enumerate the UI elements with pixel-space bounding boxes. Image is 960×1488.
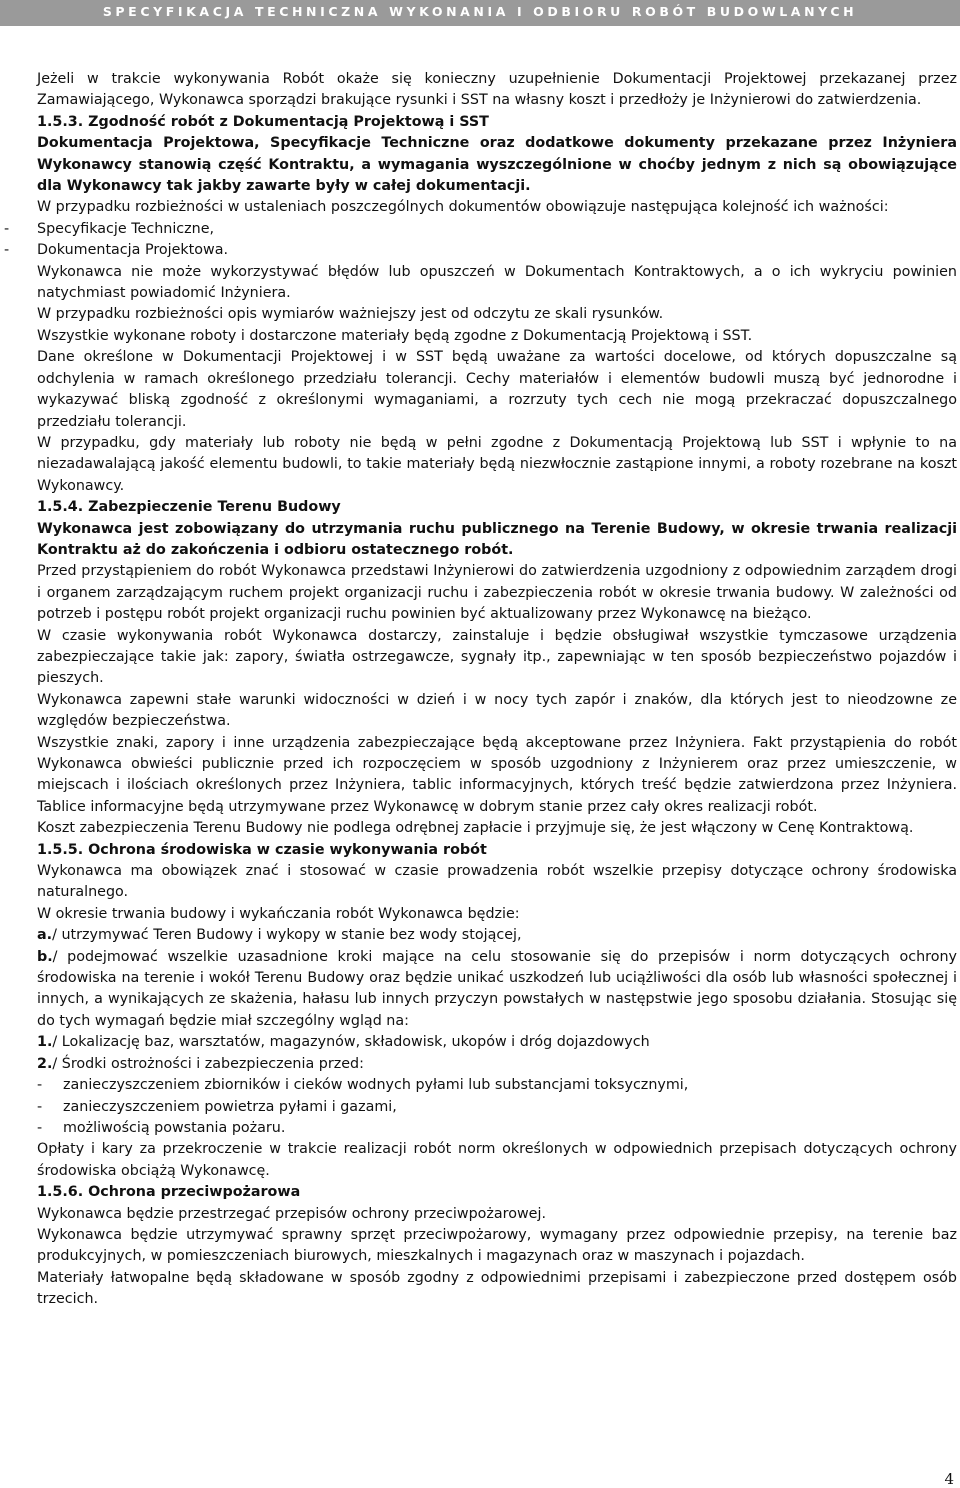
paragraph: Koszt zabezpieczenia Terenu Budowy nie podlega odrębnej zapłacie i przyjmuje się, że jest włączony w Cenę Kontraktową.: [37, 820, 914, 837]
section-heading-1-5-4: 1.5.4. Zabezpieczenie Terenu Budowy: [37, 499, 341, 516]
paragraph: Jeżeli w trakcie wykonywania Robót okaże się konieczny uzupełnienie Dokumentacji Projektowej przekazanej przez Zamawiającego, Wykonawca sporządzi brakujące rysunki i SST na własny koszt i przedłoży je Inżynierowi do zatwierdzenia.: [37, 71, 957, 109]
header-bar: [0, 0, 960, 26]
paragraph: W okresie trwania budowy i wykańczania robót Wykonawca będzie:: [37, 905, 520, 922]
list-item: [37, 1075, 957, 1096]
list-dash: -: [37, 1077, 43, 1094]
list-item: [4, 219, 957, 240]
list-item: [37, 925, 957, 946]
list-item-text: / Środki ostrożności i zabezpieczenia przed:: [52, 1055, 364, 1072]
section-heading-1-5-6: 1.5.6. Ochrona przeciwpożarowa: [37, 1184, 301, 1201]
paragraph: Wykonawca ma obowiązek znać i stosować w czasie prowadzenia robót wszelkie przepisy dotyczące ochrony środowiska naturalnego.: [37, 863, 957, 901]
list-item-text: zanieczyszczeniem powietrza pyłami i gazami,: [63, 1098, 397, 1115]
list-item: [4, 240, 957, 261]
list-item: [37, 1054, 957, 1075]
list-dash: -: [4, 242, 10, 259]
paragraph: Wykonawca nie może wykorzystywać błędów lub opuszczeń w Dokumentach Kontraktowych, a o ich wykryciu powinien natychmiast powiadomić Inżyniera.: [37, 263, 957, 302]
list-label: 2.: [37, 1055, 53, 1072]
paragraph: Dane określone w Dokumentacji Projektowej i w SST będą uważane za wartości docelowe, od których dopuszczalne są odchylenia w ramach określonego przedziału tolerancji. Cechy materiałów i elementów budowli muszą być jednorodne i wykazywać bliską zgodność z określonymi wymaganiami, a rozrzuty tych cech nie mogą przekraczać dopuszczalnego przedziału tolerancji.: [37, 349, 957, 430]
section-heading-1-5-3: 1.5.3. Zgodność robót z Dokumentacją Projektową i SST: [37, 113, 489, 130]
list-dash: -: [37, 1119, 43, 1136]
list-item-text: Dokumentacja Projektowa.: [37, 242, 229, 259]
paragraph: W przypadku rozbieżności opis wymiarów ważniejszy jest od odczytu ze skali rysunków.: [37, 306, 664, 323]
list-dash: -: [4, 220, 10, 237]
paragraph: Wykonawca zapewni stałe warunki widoczności w dzień i w nocy tych zapór i znaków, dla których jest to nieodzowne ze względów bezpieczeństwa.: [37, 691, 957, 730]
list-item-text: możliwością powstania pożaru.: [63, 1119, 286, 1136]
document-body: [4, 69, 957, 1311]
list-dash: -: [37, 1098, 43, 1115]
paragraph: Przed przystąpieniem do robót Wykonawca przedstawi Inżynierowi do zatwierdzenia uzgodniony z odpowiednim zarządem drogi i organem zarządzającym ruchem projekt organizacji ruchu i zabezpieczenia robót w okresie trwania budowy. W zależności od potrzeb i postępu robót projekt organizacji ruchu powinien być aktualizowany przez Wykonawcę na bieżąco.: [37, 563, 957, 623]
list-item: [37, 1097, 957, 1118]
paragraph: Materiały łatwopalne będą składowane w sposób zgodny z odpowiednimi przepisami i zabezpieczone przed dostępem osób trzecich.: [37, 1269, 957, 1308]
paragraph: Wszystkie wykonane roboty i dostarczone materiały będą zgodne z Dokumentacją Projektową i SST.: [37, 327, 753, 344]
paragraph: Opłaty i kary za przekroczenie w trakcie realizacji robót norm określonych w odpowiednich przepisach dotyczących ochrony środowiska obciążą Wykonawcę.: [37, 1141, 957, 1179]
paragraph: W czasie wykonywania robót Wykonawca dostarczy, zainstaluje i będzie obsługiwał wszystkie tymczasowe urządzenia zabezpieczające takie jak: zapory, światła ostrzegawcze, sygnały itp., zapewniając w ten sposób bezpieczeństwo pojazdów i pieszych.: [37, 627, 957, 687]
list-label: b.: [37, 948, 53, 965]
list-item: [37, 1118, 957, 1139]
list-item: [37, 947, 957, 1033]
list-item-text: / podejmować wszelkie uzasadnione kroki mające na celu stosowanie się do przepisów i norm dotyczących ochrony środowiska na terenie i wokół Terenu Budowy oraz będzie unikać uszkodzeń lub uciążliwości dla osób lub własności społecznej i innych, a wynikających ze skażenia, hałasu lub innych przyczyn powstałych w następstwie jego sposobu działania. Stosując się do tych wymagań będzie miał szczególny wgląd na:: [37, 948, 957, 1029]
list-label: a.: [37, 927, 53, 944]
paragraph: Wykonawca będzie utrzymywać sprawny sprzęt przeciwpożarowy, wymagany przez odpowiednie przepisy, na terenie baz produkcyjnych, w pomieszczeniach biurowych, mieszkalnych i magazynach oraz w maszynach i pojazdach.: [37, 1226, 957, 1265]
list-item-text: / Lokalizację baz, warsztatów, magazynów, składowisk, ukopów i dróg dojazdowych: [52, 1034, 650, 1051]
list-item-text: Specyfikacje Techniczne,: [37, 220, 215, 237]
section-intro-bold: Wykonawca jest zobowiązany do utrzymania ruchu publicznego na Terenie Budowy, w okresie trwania realizacji Kontraktu aż do zakończenia i odbioru ostatecznego robót.: [37, 520, 957, 558]
document-title: SPECYFIKACJA TECHNICZNA WYKONANIA I ODBIORU ROBÓT BUDOWLANYCH: [102, 4, 858, 19]
paragraph: Wykonawca będzie przestrzegać przepisów ochrony przeciwpożarowej.: [37, 1205, 546, 1222]
section-heading-1-5-5: 1.5.5. Ochrona środowiska w czasie wykonywania robót: [37, 841, 487, 858]
list-item-text: / utrzymywać Teren Budowy i wykopy w stanie bez wody stojącej,: [52, 927, 522, 944]
paragraph: Wszystkie znaki, zapory i inne urządzenia zabezpieczające będą akceptowane przez Inżyniera. Fakt przystąpienia do robót Wykonawca obwieści publicznie przed ich rozpoczęciem w sposób uzgodniony z Inżynierem oraz przez umieszczenie, w miejscach i ilościach określonych przez Inżyniera, tablic informacyjnych, których treść będzie zatwierdzona przez Inżyniera. Tablice informacyjne będą utrzymywane przez Wykonawcę w dobrym stanie przez cały okres realizacji robót.: [37, 734, 957, 815]
list-item-text: zanieczyszczeniem zbiorników i cieków wodnych pyłami lub substancjami toksycznymi,: [63, 1077, 689, 1094]
list-label: 1.: [37, 1034, 53, 1051]
list-item: [37, 1032, 957, 1053]
page-number: 4: [944, 1470, 954, 1488]
paragraph: W przypadku, gdy materiały lub roboty nie będą w pełni zgodne z Dokumentacją Projektową lub SST i wpłynie to na niezadawalającą jakość elementu budowli, to takie materiały będą niezwłocznie zastąpione innymi, a roboty rozebrane na koszt Wykonawcy.: [37, 434, 957, 494]
section-intro-bold: Dokumentacja Projektowa, Specyfikacje Techniczne oraz dodatkowe dokumenty przekazane przez Inżyniera Wykonawcy stanowią część Kontraktu, a wymagania wyszczególnione w choćby jednym z nich są obowiązujące dla Wykonawcy tak jakby zawarte były w całej dokumentacji.: [37, 135, 957, 195]
paragraph: W przypadku rozbieżności w ustaleniach poszczególnych dokumentów obowiązuje następująca kolejność ich ważności:: [37, 199, 889, 216]
